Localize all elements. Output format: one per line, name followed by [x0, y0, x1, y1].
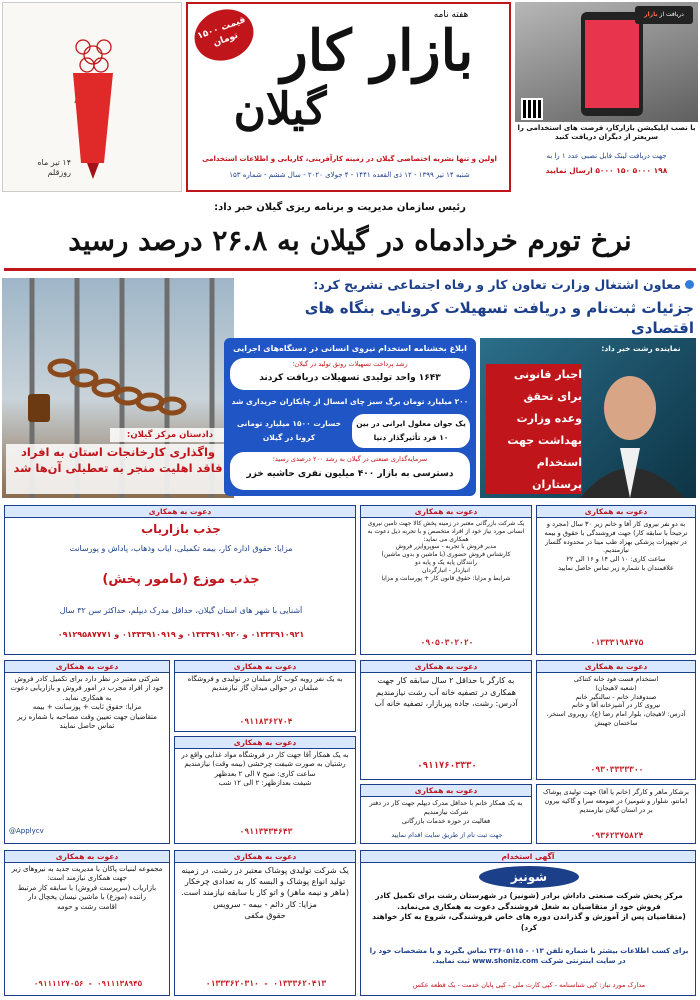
ad-l2	[4, 660, 170, 844]
ad-r2a-header: دعوت به همکاری	[537, 661, 695, 673]
story2-kicker-text: معاون اشتغال وزارت تعاون کار و رفاه اجتماعی تشریح کرد:	[313, 277, 681, 292]
ad-mid1-phone: ۰۹۰۵۰۳۰۲۰۲۰	[420, 638, 474, 647]
app-text: با نصب اپلیکیشن بازارکار، فرصت های استخدامی را سریعتر از دیگران دریافت کنید	[517, 124, 696, 141]
phone-photo	[515, 2, 698, 122]
bulletin-item-4	[230, 452, 470, 490]
ad-big-t2d: آشنایی با شهر های استان گیلان، حداقل مدرک دیپلم، حداکثر سن ۳۲ سال	[59, 606, 303, 615]
rasht-photo	[480, 338, 696, 498]
bulletin-item-3b: خسارت ۱۵۰۰ میلیارد تومانی کرونا در گیلان	[236, 419, 342, 442]
ad-m2a-phone: ۰۹۱۱۷۶۰۳۳۳۰	[417, 761, 477, 771]
ad-r2b-phone: ۰۹۳۶۲۳۷۵۸۲۴	[590, 831, 644, 840]
rasht-l2: برای تحقق	[486, 386, 582, 408]
ad-rt1	[536, 505, 696, 655]
ad-rt1-text: به دو نفر نیروی کار آقا و خانم زیر ۳۰ سال (مجرد و ترجیحاً با سابقه کار) جهت فروشندگی با حقوق و بیمه در تجهیزات پزشکی بهزاد طب مینا در محدوده گلسار نیازمندیم. ساعت کاری: ۱۰ الی ۱۴ و ۱۶ الی ۲۲ علاقمندان با شماره زیر تماس حاصل نمایید	[544, 520, 688, 572]
app-promo	[515, 2, 698, 192]
ad-l2-handle: @Applycv	[9, 827, 44, 835]
rasht-l4: بهداشت جهت	[486, 430, 582, 452]
ad-c3-phone: ۰۱۳۳۳۶۲۰۴۱۳ - ۰۱۳۳۳۶۲۰۳۱۰	[205, 979, 327, 988]
story2-kicker	[240, 274, 694, 296]
masthead	[186, 2, 511, 192]
bulletin-item-1-main: ۱۶۴۳ واحد تولیدی تسهیلات دریافت کردند	[259, 373, 441, 383]
ad-l3	[4, 850, 170, 996]
ad-c2b-text: به یک همکار آقا جهت کار در فروشگاه مواد غذایی واقع در رشتیان به صورت شیفت چرخشی (بیمه وقت) نیازمندیم ساعت کاری: صبح ۷ الی ۲ بعدظهر شیفت بعدازظهر: ۲ الی ۱۲ شب	[181, 751, 349, 788]
ad-c3-header: دعوت به همکاری	[175, 851, 355, 863]
rasht-headline	[486, 364, 582, 494]
bulletin-item-1-small: رشد پرداخت تسهیلات رونق تولید در گیلان؛	[292, 360, 408, 368]
bulletin-box	[224, 338, 476, 496]
chain-photo	[2, 278, 234, 498]
rasht-l5: استخدام پرستاران	[486, 452, 582, 494]
ad-l2-text: شرکتی معتبر در نظر دارد برای تکمیل کادر فروش خود از افراد مجرب در امور فروش و بازاریابی دعوت به همکاری نماید. مزایا: حقوق ثابت + پورسانت + بیمه متقاضیان جهت تعیین وقت مصاحبه با شماره زیر تماس حاصل نمایند	[10, 675, 164, 731]
ad-c2a-phone: ۰۹۱۱۸۳۶۲۷۰۴	[239, 717, 293, 726]
price-badge: قیمت ۱۵۰۰ تومان	[187, 2, 260, 69]
shoniz-footer: مدارک مورد نیاز: کپی شناسنامه - کپی کارت ملی - کپی پایان خدمت - یک قطعه عکس	[412, 981, 646, 989]
bulletin-item-4-main: دسترسی به بازار ۴۰۰ میلیون نفری حاشیه خزر	[246, 469, 454, 479]
bulletin-item-4-small: سرمایه‌گذاری صنعتی در گیلان به رشد ۲۰۰ درصدی رسید؛	[272, 455, 428, 463]
masthead-tagline: اولین و تنها نشریه اختصاصی گیلان در زمینه کارآفرینی، کاریابی و اطلاعات استخدامی	[202, 155, 497, 163]
qr-code-icon	[521, 98, 543, 120]
ad-rt1-phone: ۰۱۳۳۳۱۹۸۴۷۵	[590, 638, 644, 647]
masthead-region: گیلان	[233, 84, 327, 135]
ad-m2b-note: جهت ثبت نام از طریق سایت اقدام نمایید	[391, 831, 503, 839]
masthead-title: بازار کار	[280, 18, 474, 84]
ad-c2a	[174, 660, 356, 732]
rasht-l3: وعده وزارت	[486, 408, 582, 430]
story2-headline: جزئیات ثبت‌نام و دریافت تسهیلات کرونایی بنگاه های اقتصادی	[304, 299, 694, 337]
ad-c2a-header: دعوت به همکاری	[175, 661, 355, 673]
story-left-headline: واگذاری کارخانجات استان به افراد فاقد اهلیت منجر به تعطیلی آن‌ها شد	[6, 444, 230, 494]
store-name: بازار	[644, 11, 658, 18]
download-badge	[635, 6, 693, 24]
ad-m2a	[360, 660, 532, 780]
ad-r2a	[536, 660, 696, 780]
ad-l2-header: دعوت به همکاری	[5, 661, 169, 673]
ad-l3-header: دعوت به همکاری	[5, 851, 169, 863]
ad-mid1	[360, 505, 532, 655]
app-sms: جهت دریافت لینک فایل نصبی عدد ۱ را به	[546, 152, 667, 160]
ad-c3-text: یک شرکت تولیدی پوشاک معتبر در رشت، در زمینه تولید انواع پوشاک و البسه کار به تعدادی چرخکار (ماهر و نیمه ماهر) و اتو کار با سابقه نیازمند است. مزایا: کار دائم - بیمه - سرویس حقوق مکفی	[181, 866, 349, 920]
ad-big	[4, 505, 356, 655]
ad-l3-phones: ۰۹۱۱۱۳۸۹۴۵ - ۰۹۱۱۱۱۲۷۰۵۶	[33, 979, 143, 988]
rasht-l1: اجبار قانونی	[486, 364, 582, 386]
shoniz-text: مرکز پخش شرکت صنعتی داداش برادر (شونیز) در شهرستان رشت برای تکمیل کادر فروش خود از متقاضیان به شغل فروشندگی دعوت به همکاری می‌نماید. (متقاضیان پس از آموزش و گذراندن دوره های خاص فروشندگی، شروع به کار خواهند کرد)	[372, 891, 686, 932]
ad-month: تیر	[50, 158, 60, 167]
ad-l3-text: مجموعه لبنیات پاکان با مدیریت جدید به نیروهای زیر جهت همکاری نیازمند است: بازاریاب (سرپرست فروش) با سابقه کار مرتبط راننده (موزع) با ماشین نیسان یخچال دار اقامت رشت و حومه	[11, 865, 163, 911]
ad-mid1-text: یک شرکت بازرگانی معتبر در زمینه پخش کالا جهت تامین نیروی انسانی مورد نیاز خود از افراد متخصص و با تجربه ذیل دعوت به همکاری می نماید: مدیر فروش با تجربه - سوپروایزر فروش کارشناس فروش حضوری (با ماشین و بدون ماشین) رانندگان پایه یک و پایه دو انباردار - انبارگردان شرایط و مزایا: حقوق قانون کار + پورسانت و مزایا	[367, 520, 525, 582]
ad-shoniz-header: آگهی استخدام	[361, 851, 695, 863]
ad-rt1-header: دعوت به همکاری	[537, 506, 695, 518]
lead-headline: نرخ تورم خردادماه در گیلان به ۲۶.۸ درصد رسید	[68, 224, 632, 257]
bulletin-item-1	[230, 358, 470, 390]
ad-mid1-header: دعوت به همکاری	[361, 506, 531, 518]
weekly-label: هفته نامه	[433, 10, 469, 20]
ad-r2b	[536, 784, 696, 844]
ad-c2b-header: دعوت به همکاری	[175, 737, 355, 749]
poetry-ad	[2, 2, 182, 192]
ad-big-t1: جذب بازاریاب	[141, 522, 221, 536]
ad-c2b-phone: ۰۹۱۱۳۴۳۴۶۴۳	[239, 827, 293, 836]
ad-m2b-text: به یک همکار خانم با حداقل مدرک دیپلم جهت کار در دفتر شرکت نیازمندیم فعالیت در حوزه خدمات بازرگانی	[369, 799, 523, 825]
story-left-kicker: دادستان مرکز گیلان:	[110, 428, 230, 442]
bullet-icon	[685, 280, 694, 289]
app-number: ۱۹۸ ۵۰۰۰ ۱۵۰ ۵۰۰۰ ارسال نمایید	[545, 166, 668, 175]
rasht-kicker: نماینده رشت خبر داد:	[601, 344, 681, 353]
ad-big-t1d: مزایا: حقوق اداره کار، بیمه تکمیلی، ایاب وذهاب، پاداش و پورسانت	[69, 544, 293, 553]
ad-day: ۱۴	[62, 158, 71, 167]
ad-r2a-text: استخدام فست فود خانه کتناکی (شعبه لاهیجان) صندوقدار خانم - سالنگیر خانم نیروی کار در آشپزخانه آقا و خانم آدرس: لاهیجان، بلوار امام رضا (ع)، روبروی استخر، ساختمان جهیش	[546, 675, 686, 727]
ad-month-name: ماه	[37, 158, 49, 167]
issue-line: شنبه ۱۴ تیر ۱۳۹۹ - ۱۲ ذی القعده ۱۴۴۱ - ۴ جولای ۲۰۲۰ - سال ششم - شماره ۱۵۳	[229, 171, 470, 179]
bulletin-title: ابلاغ بخشنامه استخدام نیروی انسانی در دستگاه‌های اجرایی	[233, 344, 467, 353]
ad-big-t2: جذب موزع (مامور پخش)	[102, 572, 260, 587]
ad-caption: روزقلم	[47, 168, 71, 177]
ad-m2b	[360, 784, 532, 844]
ad-shoniz	[360, 850, 696, 996]
ad-m2b-header: دعوت به همکاری	[361, 785, 531, 797]
lead-kicker: رئیس سازمان مدیریت و برنامه ریزی گیلان خبر داد:	[214, 202, 466, 213]
ad-r2b-text: برشکار ماهر و کارگر (خانم یا آقا) جهت تولیدی پوشاک (مانتو، شلوار و شومیز) در صومعه سرا و گاکیه بیرون بر در استان گیلان نیازمندیم	[543, 788, 689, 814]
ad-c3	[174, 850, 356, 996]
ad-c2a-text: به یک نفر رویه کوب کار مبلمان در تولیدی و فروشگاه مبلمان در حوالی میدان گاز نیازمندیم	[187, 675, 343, 693]
ad-big-phones: ۰۱۳۳۳۹۱۰۹۲۱ و ۰۱۳۳۳۹۱۰۹۲۰ و ۰۱۳۳۳۹۱۰۹۱۹ و ۰۹۱۲۹۵۸۷۷۷۱	[57, 630, 305, 639]
download-label: دریافت از	[659, 11, 684, 18]
bulletin-item-2: ۲۰۰ میلیارد تومان برگ سبز چای امسال از چایکاران خریداری شد	[231, 397, 469, 406]
bulletin-item-3a: یک جوان معلول ایرانی در بین ۱۰ فرد تأثیرگذار دنیا	[352, 414, 470, 448]
shoniz-logo: شونیز	[479, 866, 579, 888]
ad-r2a-phone: ۰۹۳۰۳۳۳۳۳۰۰	[590, 765, 644, 774]
ad-m2a-text: به کارگر با حداقل ۲ سال سابقه کار جهت همکاری در تصفیه خانه آب رشت نیازمندیم آدرس: رشت، جاده پیربازار، تصفیه خانه آب	[374, 676, 518, 709]
ad-m2a-header: دعوت به همکاری	[361, 661, 531, 673]
ad-big-header: دعوت به همکاری	[5, 506, 355, 518]
ad-c2b	[174, 736, 356, 844]
shoniz-contact: برای کسب اطلاعات بیشتر با شماره تلفن ۰۱۳ - ۳۳۶۰۵۱۱۵ تماس بگیرید و یا مشخصات خود را در سایت اینترنتی شرکت www.shoniz.com ثبت نمایید.	[369, 947, 689, 965]
divider	[4, 268, 696, 271]
